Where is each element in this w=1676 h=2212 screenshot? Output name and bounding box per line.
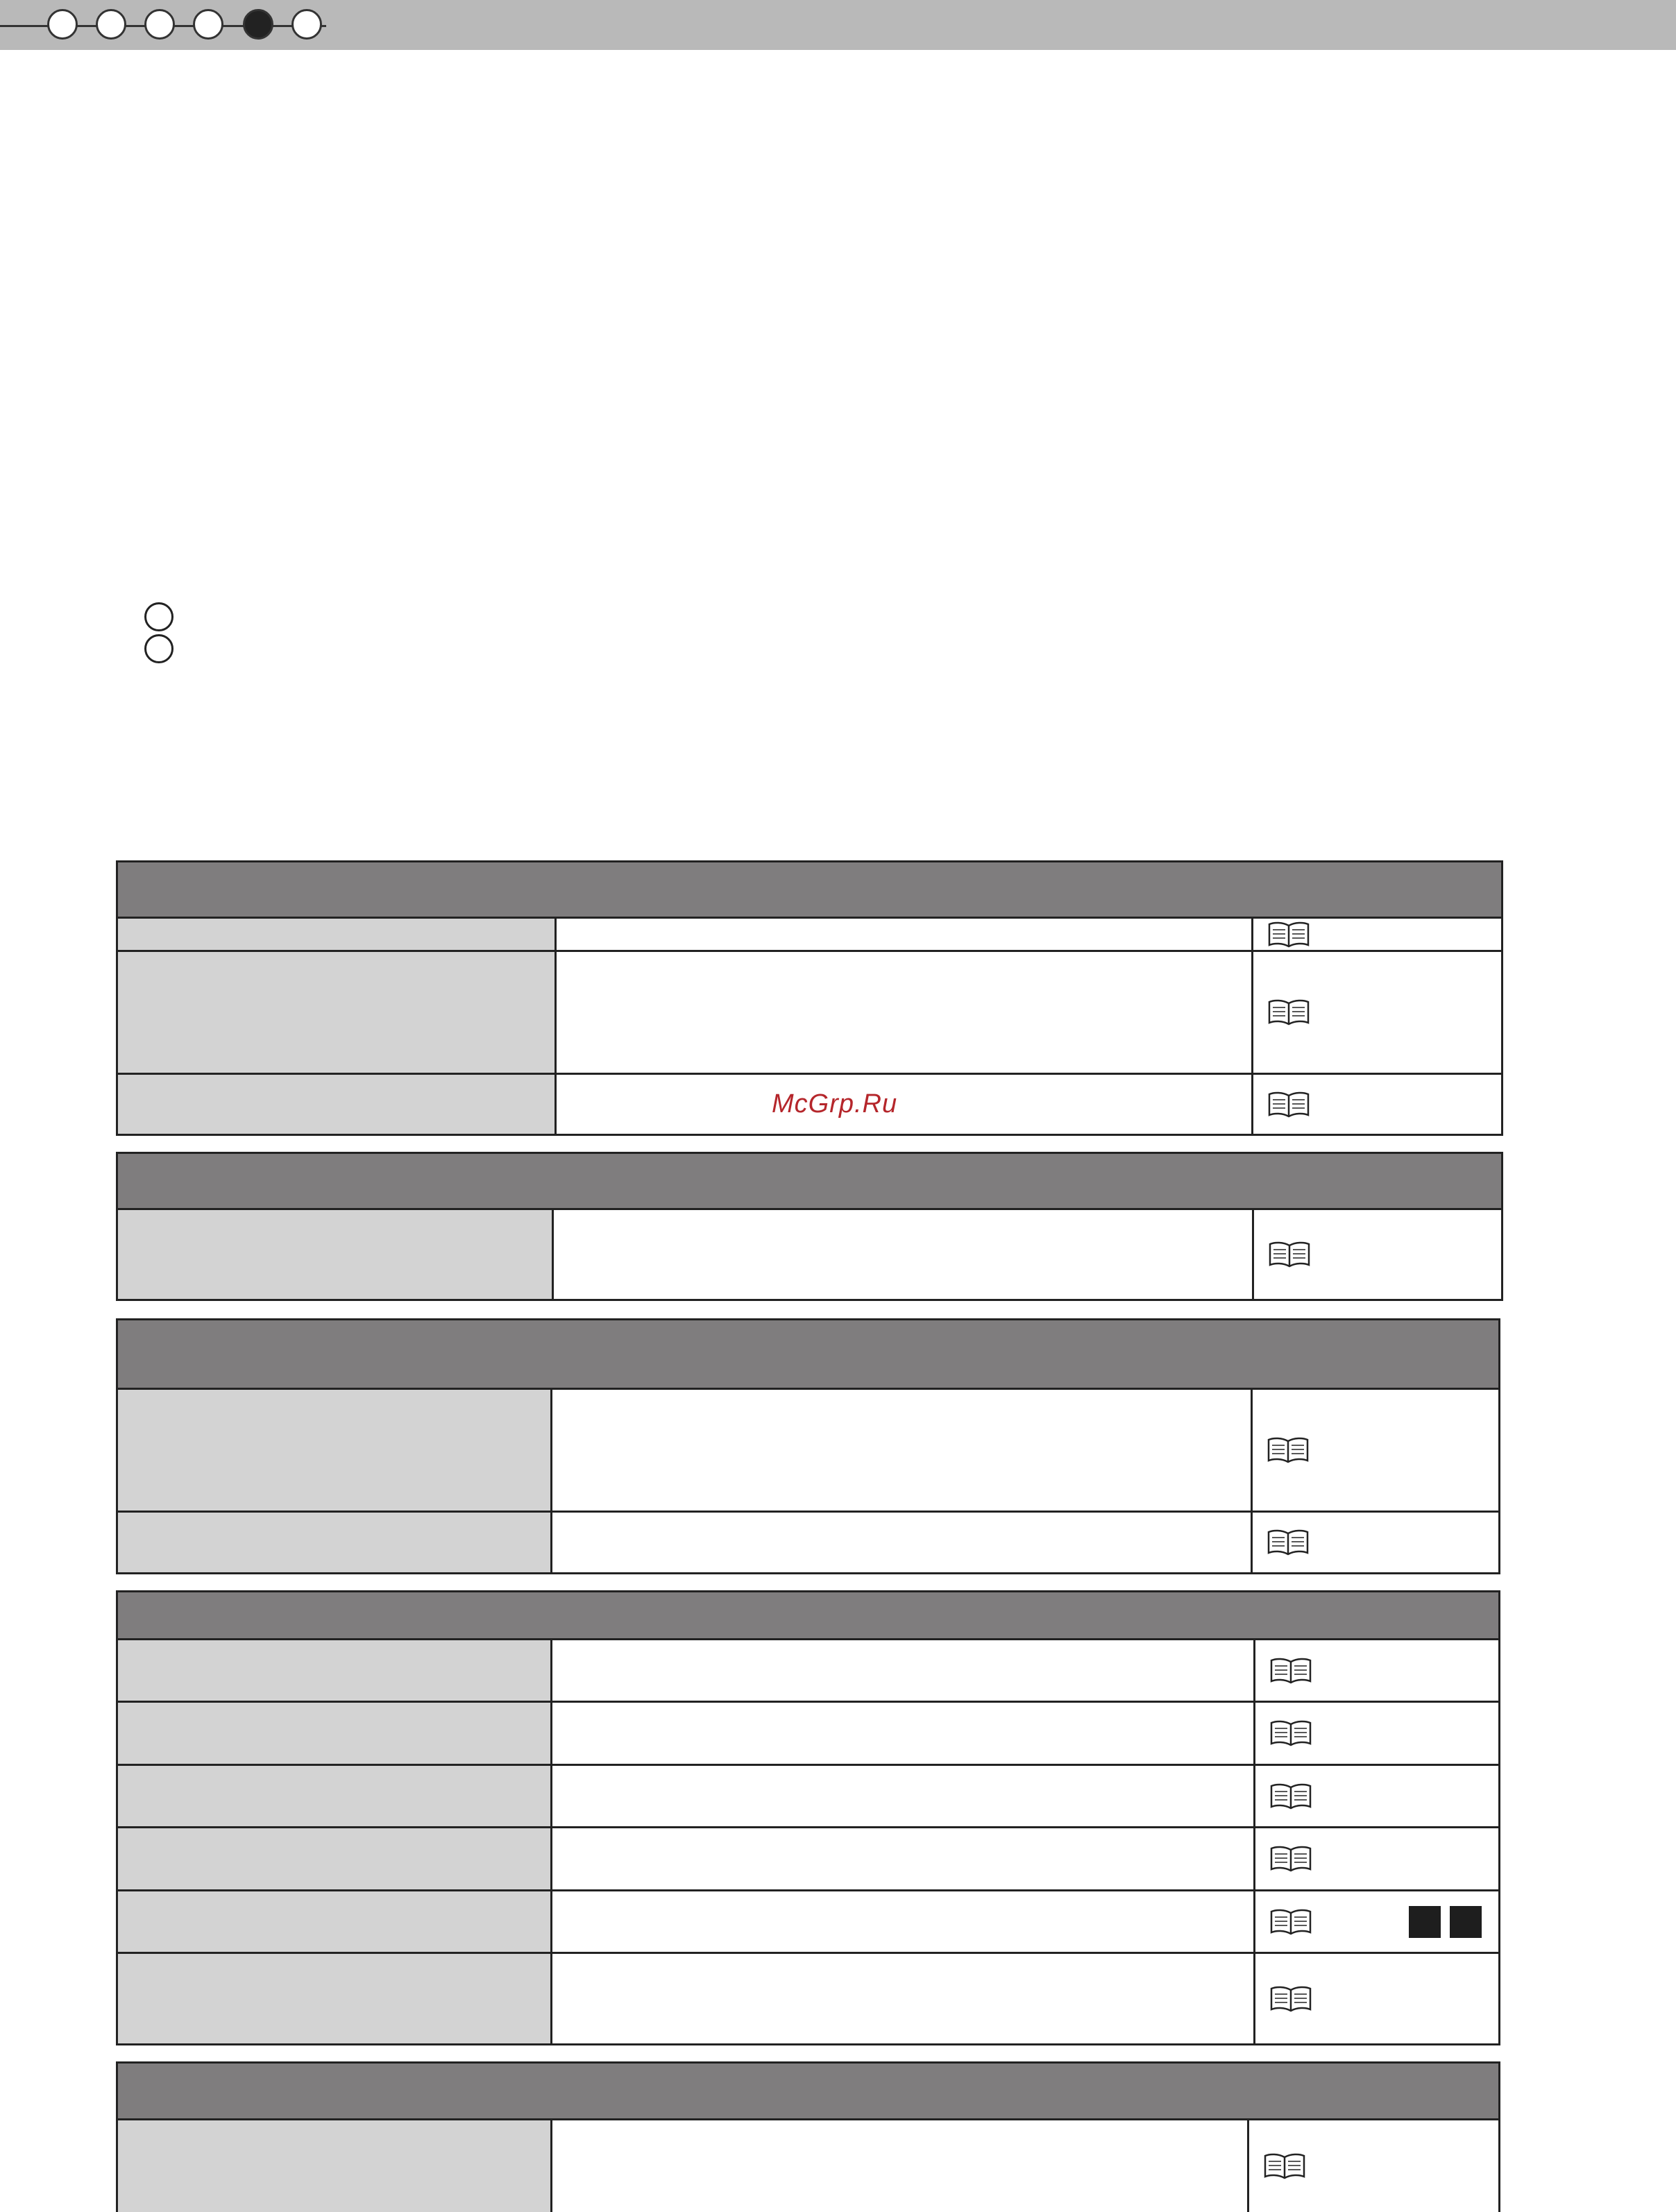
description-cell — [552, 1513, 1253, 1572]
book-reference-icon — [1268, 1241, 1311, 1268]
book-reference-icon — [1267, 921, 1310, 948]
table-2 — [116, 1152, 1503, 1301]
description-cell — [554, 1210, 1254, 1299]
description-cell — [552, 2120, 1249, 2212]
item-label-cell — [118, 1828, 552, 1889]
item-label-cell — [118, 1390, 552, 1511]
description-cell — [557, 952, 1253, 1073]
table-row — [118, 919, 1501, 952]
bullet-circle-icon — [144, 634, 173, 663]
step-2-icon — [96, 9, 126, 40]
page-ref-cell — [1255, 1766, 1498, 1826]
table-4 — [116, 1590, 1500, 2045]
description-cell — [552, 1640, 1255, 1701]
table-row — [118, 1640, 1498, 1703]
table-row — [118, 1703, 1498, 1766]
table-row — [118, 1210, 1501, 1299]
table-row — [118, 1513, 1498, 1572]
page-ref-cell — [1255, 1828, 1498, 1889]
table-row — [118, 1954, 1498, 2043]
book-reference-icon — [1269, 1986, 1312, 2012]
item-label-cell — [118, 952, 557, 1073]
page-ref-cell — [1255, 1891, 1498, 1952]
item-label-cell — [118, 1766, 552, 1826]
description-cell — [552, 1891, 1255, 1952]
page-ref-cell — [1255, 1954, 1498, 2043]
description-cell — [552, 1828, 1255, 1889]
step-6-icon — [291, 9, 322, 40]
bullet-circle-icon — [144, 602, 173, 631]
book-reference-icon — [1267, 1437, 1310, 1463]
page-ref-cell — [1255, 1640, 1498, 1701]
table-1-header — [118, 862, 1501, 919]
description-cell — [552, 1766, 1255, 1826]
step-5-active-icon — [243, 9, 273, 40]
book-reference-icon — [1263, 2153, 1306, 2179]
watermark: McGrp.Ru — [772, 1089, 898, 1118]
step-3-icon — [144, 9, 175, 40]
step-4-icon — [193, 9, 223, 40]
item-label-cell — [118, 1703, 552, 1764]
table-3 — [116, 1318, 1500, 1574]
item-label-cell — [118, 1210, 554, 1299]
book-reference-icon — [1267, 1091, 1310, 1118]
page-ref-cell — [1253, 1390, 1498, 1511]
book-reference-icon — [1269, 1846, 1312, 1872]
table-5 — [116, 2061, 1500, 2212]
table-5-header — [118, 2064, 1498, 2120]
book-reference-icon — [1267, 1529, 1310, 1556]
item-label-cell — [118, 1954, 552, 2043]
item-label-cell — [118, 1640, 552, 1701]
page-ref-cell — [1253, 1513, 1498, 1572]
book-reference-icon — [1269, 1658, 1312, 1684]
table-row — [118, 1390, 1498, 1513]
book-reference-icon — [1269, 1720, 1312, 1746]
table-3-header — [118, 1320, 1498, 1390]
item-label-cell — [118, 1513, 552, 1572]
table-row — [118, 1766, 1498, 1828]
page-ref-cell — [1249, 2120, 1498, 2212]
description-cell — [557, 919, 1253, 950]
description-cell — [552, 1390, 1253, 1511]
book-reference-icon — [1269, 1783, 1312, 1810]
page-ref-cell — [1253, 919, 1501, 950]
item-label-cell — [118, 1075, 557, 1134]
table-4-header — [118, 1592, 1498, 1640]
table-2-header — [118, 1154, 1501, 1210]
black-square-icon — [1409, 1906, 1441, 1938]
table-row — [118, 1891, 1498, 1954]
page-ref-cell — [1255, 1703, 1498, 1764]
table-row — [118, 2120, 1498, 2212]
item-label-cell — [118, 919, 557, 950]
description-cell — [552, 1954, 1255, 2043]
page-ref-cell — [1253, 952, 1501, 1073]
step-indicator-bar — [0, 0, 1676, 50]
description-cell — [552, 1703, 1255, 1764]
step-1-icon — [47, 9, 78, 40]
page-ref-cell — [1253, 1075, 1501, 1134]
book-reference-icon — [1267, 999, 1310, 1026]
black-square-icon — [1450, 1906, 1482, 1938]
item-label-cell — [118, 2120, 552, 2212]
item-label-cell — [118, 1891, 552, 1952]
table-row — [118, 1828, 1498, 1891]
book-reference-icon — [1269, 1909, 1312, 1935]
table-row — [118, 952, 1501, 1075]
page-ref-cell — [1254, 1210, 1501, 1299]
description-cell — [557, 1075, 1253, 1134]
